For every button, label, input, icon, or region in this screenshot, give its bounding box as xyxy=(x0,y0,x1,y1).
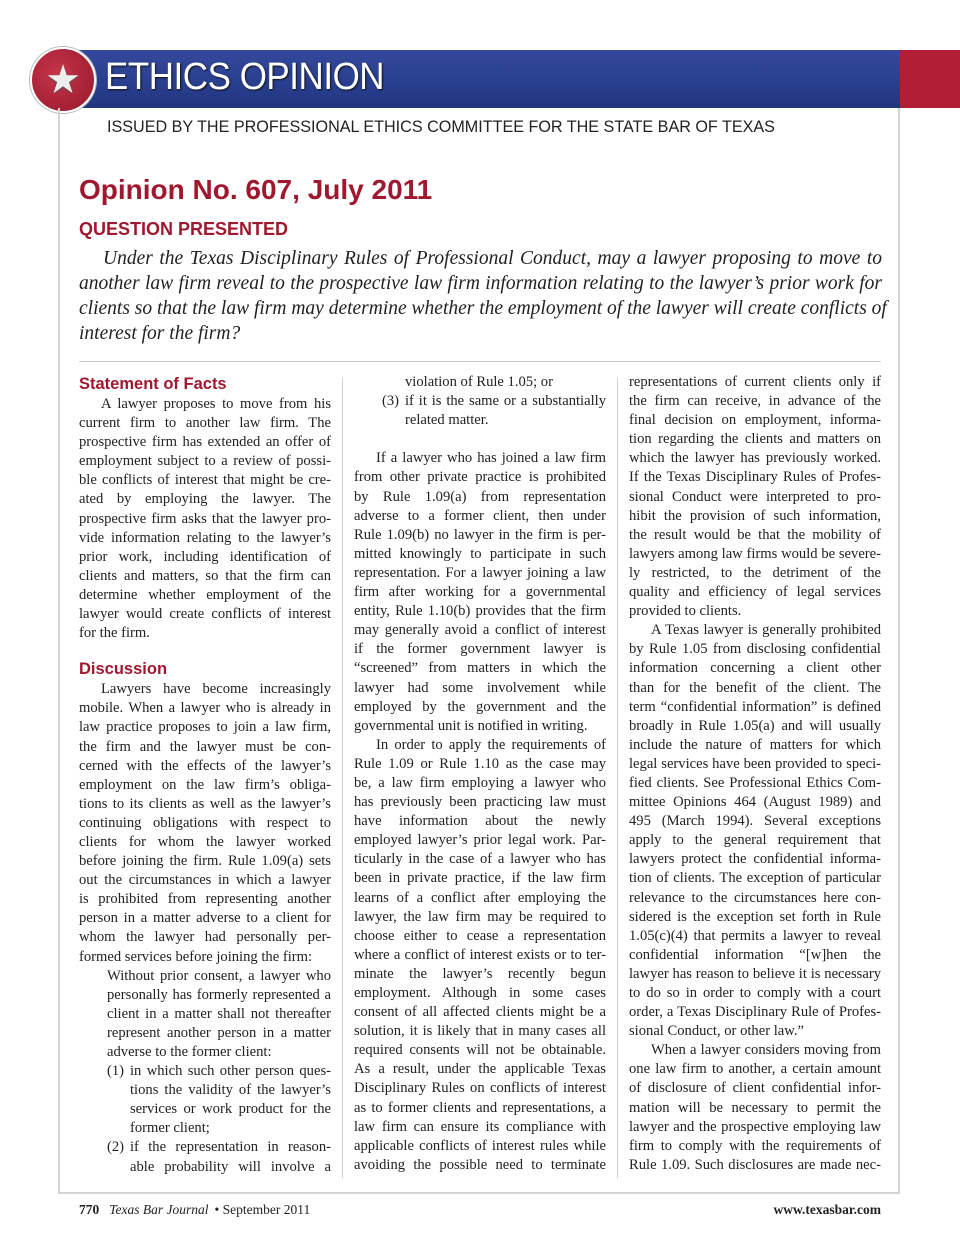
text-line: be, a law firm employing a lawyer who xyxy=(354,774,606,791)
text-line: of disclosure of client confidential infor- xyxy=(629,1080,881,1097)
text-line: have information about the newly xyxy=(354,813,606,830)
text-line: adverse to the former client: xyxy=(107,1044,272,1060)
text-line: in which such other person ques- xyxy=(130,1063,331,1080)
text-line: fied clients. See Professional Ethics Com- xyxy=(629,774,881,791)
text-line: out the circumstances in which a lawyer xyxy=(79,872,331,889)
text-line: before joining the firm. Rule 1.09(a) sets xyxy=(79,853,331,870)
text-line: tions to its clients as well as the lawyer’s xyxy=(79,795,331,812)
list-item xyxy=(79,1138,331,1176)
opinion-title: Opinion No. 607, July 2011 xyxy=(79,174,433,205)
text-line: When a lawyer considers moving from xyxy=(651,1042,881,1059)
text-line: Lawyers have become increasingly xyxy=(101,681,331,698)
text-line: tion regarding the clients and matters on xyxy=(629,431,881,448)
issuer-subtitle: ISSUED BY THE PROFESSIONAL ETHICS COMMITTEE FOR THE STATE BAR OF TEXAS xyxy=(107,117,775,136)
text-line: governmental unit is notified in writing. xyxy=(354,717,588,734)
text-line: clients for whom the lawyer worked xyxy=(79,833,331,850)
text-line: the result would be that the mobility of xyxy=(629,526,881,543)
journal-name: Texas Bar Journal xyxy=(109,1202,209,1217)
column-1 xyxy=(79,373,331,1177)
question-line: Under the Texas Disciplinary Rules of Professional Conduct, may a lawyer proposing to move to xyxy=(103,248,882,269)
text-line: final decision on employment, informa- xyxy=(629,412,881,429)
column-3 xyxy=(629,373,881,1175)
text-line: where a conflict of interest exists or to ter- xyxy=(354,946,606,963)
paragraph xyxy=(354,449,606,735)
question-text xyxy=(79,246,887,346)
text-line: if it is the same or a substantially xyxy=(405,393,606,410)
text-line: provided to clients. xyxy=(629,603,742,620)
paragraph xyxy=(79,680,331,966)
page-number: 770 xyxy=(79,1202,100,1217)
text-line: Without prior consent, a lawyer who xyxy=(107,967,331,984)
text-line: required consents will not be obtainable. xyxy=(354,1042,606,1059)
text-line: lawyer would create conflicts of interest xyxy=(79,606,331,623)
text-line: 495 (March 1994). Several exceptions xyxy=(629,813,881,830)
block-quote xyxy=(79,967,331,1062)
text-line: representation. For a lawyer joining a law xyxy=(354,564,606,581)
website-link[interactable]: www.texasbar.com xyxy=(773,1202,881,1217)
text-line: violation of Rule 1.05; or xyxy=(405,374,553,390)
text-line: quality and efficiency of legal services xyxy=(629,584,881,601)
text-line: mitted knowingly to participate in such xyxy=(354,545,606,562)
text-line: hibit the provision of such information, xyxy=(629,507,881,524)
text-line: employed by the government and the xyxy=(354,698,606,715)
star-seal-icon: ★ xyxy=(30,47,96,113)
text-line: if the representation in reason- xyxy=(130,1139,331,1156)
text-line: employment subject to a review of possi- xyxy=(79,453,331,470)
text-line: the firm can receive, in advance of the xyxy=(629,393,881,410)
text-line: relevance to the circumstances here con- xyxy=(629,889,881,906)
page-frame-bottom xyxy=(58,1192,900,1194)
text-line: represent another person in a matter xyxy=(107,1024,331,1041)
paragraph xyxy=(629,621,881,1041)
text-line: law practice proposes to join a law firm, xyxy=(79,719,331,736)
text-line: Rule 1.09 or Rule 1.10 as the case may xyxy=(354,755,606,772)
text-line: term “confidential information” is defined xyxy=(629,698,881,715)
text-line: mobile. When a lawyer who is already in xyxy=(79,700,331,717)
text-line: cerned with the effects of the lawyer’s xyxy=(79,757,331,774)
text-line: related matter. xyxy=(405,412,489,429)
list-item xyxy=(354,392,606,430)
text-line: mittee Opinions 464 (August 1989) and xyxy=(629,794,881,811)
footer-bullet: • xyxy=(214,1202,220,1217)
text-line: tion of clients. The exception of particular xyxy=(629,870,881,887)
paragraph xyxy=(629,373,881,621)
text-line: employed lawyer’s prior legal work. Par- xyxy=(354,832,606,849)
text-line: vide information relating to the lawyer’s xyxy=(79,529,331,546)
text-line: lawyers protect the confidential informa- xyxy=(629,851,881,868)
text-line: been in private practice, if the law firm xyxy=(354,870,606,887)
question-heading: QUESTION PRESENTED xyxy=(79,219,289,239)
text-line: the firm and the lawyer must be con- xyxy=(79,738,331,755)
text-line: personally has formerly represented a xyxy=(107,986,331,1003)
issue-date: September 2011 xyxy=(222,1202,311,1217)
text-line: continuing obligations with respect to xyxy=(79,814,331,831)
text-line: sional Conduct were interpreted to pro- xyxy=(629,488,881,505)
text-line: confidential information “[w]hen the xyxy=(629,946,881,963)
text-line: than for the benefit of the client. The xyxy=(629,679,881,696)
text-line: able probability will involve a xyxy=(130,1158,331,1175)
text-line: prospective firm has extended an offer of xyxy=(79,434,331,451)
text-line: broadly in Rule 1.05(a) and will usually xyxy=(629,717,881,734)
text-line: If the Texas Disciplinary Rules of Profes- xyxy=(629,469,881,486)
paragraph xyxy=(629,1041,881,1175)
text-line: as to former clients and representations, a xyxy=(354,1099,606,1116)
column-divider xyxy=(617,378,618,1178)
text-line: include the nature of matters for which xyxy=(629,736,881,753)
text-line: whom the lawyer had personally per- xyxy=(79,929,331,946)
text-line: prospective firm asks that the lawyer pro- xyxy=(79,510,331,527)
text-line: As a result, under the applicable Texas xyxy=(354,1061,606,1078)
header-red-block xyxy=(900,50,960,108)
text-line: lawyer and the prospective employing law xyxy=(629,1118,881,1135)
text-line: may generally avoid a conflict of interest xyxy=(354,622,606,639)
paragraph-gap xyxy=(354,430,606,449)
text-line: current firm to another law firm. The xyxy=(79,415,331,432)
text-line: ly restricted, to the detriment of the xyxy=(629,564,881,581)
text-line: law firm can ensure its compliance with xyxy=(354,1118,606,1135)
text-line: formed services before joining the firm: xyxy=(79,948,313,965)
text-line: one law firm to another, a certain amount xyxy=(629,1061,881,1078)
text-line: order, a Texas Disciplinary Rule of Profes- xyxy=(629,1004,881,1021)
text-line: from other private practice is prohibited xyxy=(354,469,606,486)
text-line: information concerning a client other xyxy=(629,660,881,677)
text-line: representations of current clients only if xyxy=(629,374,881,390)
section-title: ETHICS OPINION xyxy=(105,56,385,98)
text-line: A Texas lawyer is generally prohibited xyxy=(651,622,881,639)
text-line: ated by employing the lawyer. The xyxy=(79,491,331,508)
text-line: Rule 1.09. Such disclosures are made nec- xyxy=(629,1156,881,1173)
section-divider xyxy=(79,361,881,362)
text-line: consent of all affected clients might be a xyxy=(354,1004,606,1021)
list-item-label: (2) xyxy=(107,1139,125,1156)
text-line: person in a matter adverse to a client for xyxy=(79,910,331,927)
paragraph xyxy=(79,395,331,643)
text-line: determine whether employment of the xyxy=(79,586,331,603)
text-line: prior work, including identification of xyxy=(79,548,331,565)
page-frame-right xyxy=(898,108,900,1193)
text-line: by Rule 1.05 from disclosing confidential xyxy=(629,641,881,658)
text-line: learns of a conflict after employing the xyxy=(354,889,606,906)
text-line: Disciplinary Rules on conflicts of interest xyxy=(354,1080,606,1097)
text-line: has previously been practicing law must xyxy=(354,794,606,811)
text-line: apply to the general requirement that xyxy=(629,832,881,849)
text-line: legal services have been provided to speci- xyxy=(629,755,881,772)
text-line: lawyers among law firms would be severe- xyxy=(629,545,881,562)
text-line: lawyer has reason to believe it is necessary xyxy=(629,965,881,982)
text-line: client in a matter shall not thereafter xyxy=(107,1005,331,1022)
text-line: If a lawyer who has joined a law firm xyxy=(376,450,606,467)
column-divider xyxy=(342,378,343,1178)
text-line: “screened” from matters in which the xyxy=(354,660,606,677)
text-line: mation will be necessary to permit the xyxy=(629,1099,881,1116)
page-frame-left xyxy=(58,108,60,1193)
text-line: if the former government lawyer is xyxy=(354,641,606,658)
list-item-label: (1) xyxy=(107,1063,125,1080)
text-line: entity, Rule 1.10(b) provides that the firm xyxy=(354,603,606,620)
text-line: firm after working for a governmental xyxy=(354,584,606,601)
text-line: is prohibited from representing another xyxy=(79,891,331,908)
text-line: tions the validity of the lawyer’s xyxy=(130,1082,331,1099)
text-line: ble conflicts of interest that might be cre- xyxy=(79,472,331,489)
text-line: avoiding the possible need to terminate xyxy=(354,1156,606,1173)
text-line: applicable conflicts of interest rules while xyxy=(354,1137,606,1154)
text-line: lawyer, the law firm may be required to xyxy=(354,908,606,925)
text-line: services or work product for the xyxy=(130,1101,331,1118)
text-line: clients and matters, so that the firm can xyxy=(79,567,331,584)
footer-citation xyxy=(79,1202,310,1218)
text-line: lawyer had some involvement while xyxy=(354,679,606,696)
paragraph xyxy=(354,736,606,1175)
question-line: another law firm reveal to the prospective law firm information relating to the lawyer’s prior work for xyxy=(79,273,882,294)
text-line: minate the lawyer’s recently begun xyxy=(354,965,606,982)
list-item xyxy=(354,373,606,392)
text-line: solution, it is likely that in many cases all xyxy=(354,1023,606,1040)
text-line: employment on the law firm’s obliga- xyxy=(79,776,331,793)
text-line: for the firm. xyxy=(79,625,150,642)
text-line: adverse to a former client, then under xyxy=(354,507,606,524)
text-line: firm to comply with the requirements of xyxy=(629,1137,881,1154)
text-line: by Rule 1.09(a) from representation xyxy=(354,488,606,505)
text-line: to do so in order to comply with a court xyxy=(629,985,881,1001)
text-line: employment. Although in some cases xyxy=(354,985,606,1001)
text-line: sidered is the exception set forth in Rule xyxy=(629,908,881,925)
section-heading: Statement of Facts xyxy=(79,375,227,393)
question-line: interest for the firm? xyxy=(79,323,241,344)
text-line: sional Conduct, or other law.” xyxy=(629,1023,804,1040)
question-line: clients so that the law firm may determine whether the employment of the lawyer will create conflicts of xyxy=(79,298,887,319)
column-2 xyxy=(354,373,606,1175)
text-line: which the lawyer has previously worked. xyxy=(629,450,881,467)
text-line: 1.05(c)(4) that permits a lawyer to reveal xyxy=(629,927,881,944)
list-item xyxy=(79,1062,331,1138)
text-line: choose either to cease a representation xyxy=(354,927,606,944)
text-line: former client; xyxy=(130,1120,210,1137)
text-line: ticularly in the case of a lawyer who has xyxy=(354,851,606,868)
text-line: Rule 1.09(b) no lawyer in the firm is per- xyxy=(354,526,606,543)
section-heading: Discussion xyxy=(79,660,168,679)
list-item-label: (3) xyxy=(382,393,400,410)
text-line: A lawyer proposes to move from his xyxy=(101,396,331,412)
text-line: In order to apply the requirements of xyxy=(376,736,606,753)
